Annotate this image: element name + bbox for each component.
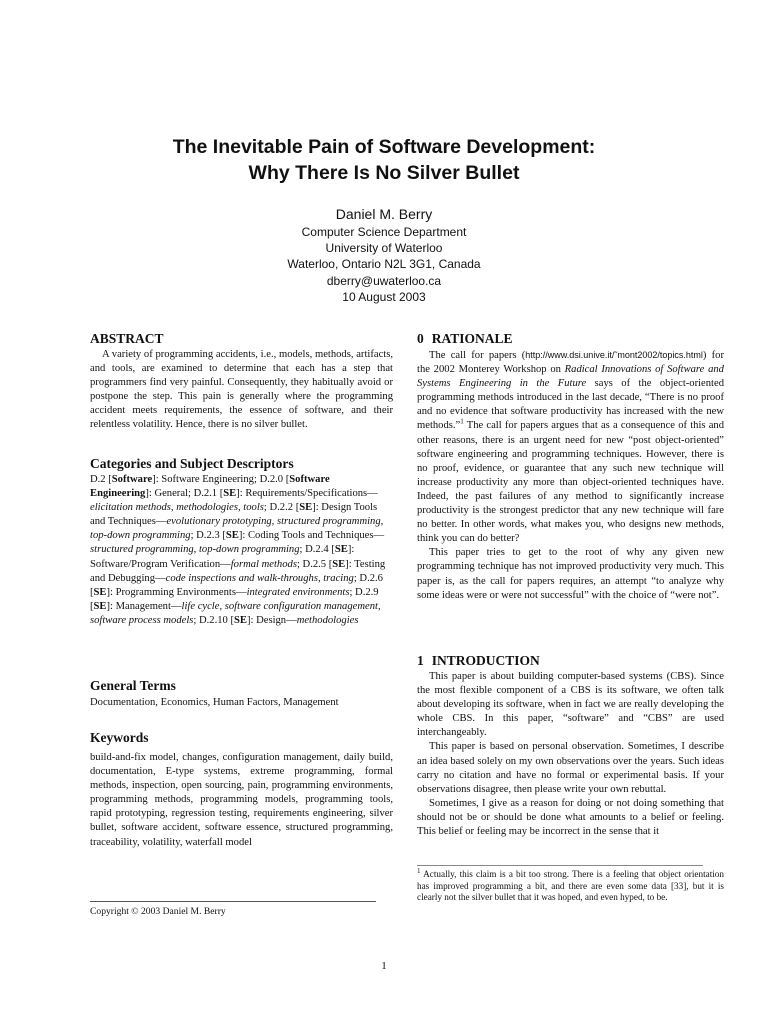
copyright-notice: Copyright © 2003 Daniel M. Berry <box>90 906 226 917</box>
title-line-2: Why There Is No Silver Bullet <box>248 162 520 184</box>
categories-segment: SE <box>223 488 237 500</box>
title-line-1: The Inevitable Pain of Software Development: <box>172 136 596 158</box>
general-terms-heading: General Terms <box>90 678 176 693</box>
keywords-text: build-and-fix model, changes, configuration management, daily build, documentation, E-type systems, extreme programming, formal methods, inspection, open sourcing, pain, programming environments, programming methods, programming models, programming tools, rapid prototyping, regression testing, requirements engineering, silver bullet, software accident, software essence, structured programming, traceability, volatility, waterfall model <box>90 752 393 848</box>
categories-segment: ; D.2.9 [ <box>90 586 379 612</box>
rationale-paragraph-2: This paper tries to get to the root of why any given new programming technique has not improved productivity very much. This paper is, as the call for papers requires, an attempt “to analyze why some ideas were or were not successful” with the choice of “were not”. <box>417 547 724 601</box>
rationale-heading <box>417 331 513 347</box>
categories-segment: integrated environments <box>246 586 350 598</box>
categories-segment: ]: Requirements/Specifications— <box>236 488 378 500</box>
categories-segment: ]: Coding Tools and Techniques— <box>238 530 385 542</box>
categories-segment: ; D.2.6 [ <box>90 572 383 598</box>
rationale-number: 0 <box>417 331 424 346</box>
affiliation-address: Waterloo, Ontario N2L 3G1, Canada <box>287 257 481 272</box>
categories-segment: structured programming, top-down programming <box>90 544 300 556</box>
introduction-paragraph-1: This paper is about building computer-based systems (CBS). Since the most flexible component of a CBS is its software, we often talk about developing its software, when in fact we are really developing the whole CBS. In this paper, “software” and “CBS” are used interchangeably. <box>417 671 724 739</box>
rationale-body <box>417 348 724 603</box>
affiliation-block <box>0 224 768 305</box>
categories-text <box>90 473 393 628</box>
copyright-rule <box>90 901 376 902</box>
footnote <box>417 866 724 904</box>
categories-segment: SE <box>332 558 346 570</box>
categories-segment: ]: Testing and Debugging— <box>90 558 386 584</box>
categories-heading: Categories and Subject Descriptors <box>90 456 294 471</box>
author-name: Daniel M. Berry <box>335 206 433 222</box>
categories-segment: SE <box>234 614 247 626</box>
introduction-paragraph-3: Sometimes, I give as a reason for doing or not doing something that should not be or should be done what amounts to a belief or feeling. This belief or feeling may be incorrect in the sense that it <box>417 797 724 838</box>
categories-segment: ; D.2.4 [ <box>299 544 335 556</box>
categories-segment: ]: Design Tools and Techniques— <box>90 502 378 528</box>
categories-segment: ; D.2.5 [ <box>296 558 333 570</box>
footnote-text: Actually, this claim is a bit too strong. There is a feeling that object orientation has improved programming a bit, and there are even some data [33], but it is clearly not the silver bullet that it was hoped, and even hyped, to be. <box>417 869 724 903</box>
categories-segment: SE <box>334 544 348 556</box>
categories-segment: code inspections and walk-throughs, tracing <box>165 572 354 584</box>
rationale-paragraph-1: The call for papers (http://www.dsi.unive.it/˜mont2002/topics.html) for the 2002 Monterey Workshop on Radical Innovations of Software and Systems Engineering in the Future says of the object-oriented programming methods introduced in the last decade, “There is no proof and no evidence that software productivity has increased with the new methods.”$^1$ The call for papers argues that as a consequence of this and other reasons, there is an urgent need for new “post object-oriented” software engineering and programming techniques. However, there is no proof, evidence, or guarantee that any such new technique will increase productivity any more than object-oriented techniques have. Indeed, the past failures of any method to significantly increase productivity is the strongest predictor that any new technique will fare no better. In other words, what makes you, who designs new methods, think you can do better? <box>417 350 725 545</box>
call-for-papers-url[interactable]: http://www.dsi.unive.it/˜mont2002/topics.html <box>525 350 703 360</box>
categories-segment: life cycle, software configuration management, software process models <box>90 600 381 626</box>
abstract-heading: ABSTRACT <box>90 331 164 346</box>
categories-segment: ]: Software/Program Verification— <box>90 544 355 570</box>
paper-title <box>0 134 768 186</box>
general-terms-text: Documentation, Economics, Human Factors, Management <box>90 697 339 708</box>
introduction-number: 1 <box>417 653 424 668</box>
categories-segment: SE <box>225 530 239 542</box>
categories-segment: D.2 [ <box>90 474 112 485</box>
categories-segment: ; D.2.10 [ <box>193 614 234 626</box>
introduction-heading <box>417 653 540 669</box>
categories-segment: Software Engineering <box>90 474 330 500</box>
categories-segment: ]: General; D.2.1 [ <box>145 488 224 500</box>
categories-segment: ; D.2.3 [ <box>190 530 226 542</box>
categories-segment: methodologies <box>296 614 359 626</box>
abstract-body <box>90 348 393 433</box>
footnote-rule <box>417 865 703 866</box>
categories-segment: Software <box>111 474 153 485</box>
general-terms-body <box>90 696 393 710</box>
introduction-body <box>417 670 724 839</box>
categories-segment: evolutionary prototyping, structured programming, top-down programming <box>90 516 384 542</box>
categories-segment: elicitation methods, methodologies, tools <box>90 502 264 514</box>
affiliation-university: University of Waterloo <box>325 241 443 256</box>
categories-segment: ]: Software Engineering; D.2.0 [ <box>152 474 290 485</box>
categories-segment: SE <box>93 600 107 612</box>
introduction-paragraph-2: This paper is based on personal observation. Sometimes, I describe an idea based solely on my own observations over the years. Such ideas carry no citation and have no formal or experimental basis. If your observations disagree, then please write your own rebuttal. <box>417 741 724 795</box>
categories-segment: ]: Management— <box>106 600 182 612</box>
footnote-reference[interactable]: 1 <box>460 417 464 426</box>
categories-segment: SE <box>93 586 107 598</box>
introduction-title: INTRODUCTION <box>431 653 540 668</box>
keywords-heading: Keywords <box>90 730 149 745</box>
categories-segment: formal methods <box>230 558 297 570</box>
categories-segment: ]: Programming Environments— <box>106 586 247 598</box>
categories-segment: SE <box>299 502 313 514</box>
page-number: 1 <box>381 960 387 972</box>
rationale-title: RATIONALE <box>431 331 513 346</box>
keywords-body <box>90 751 393 850</box>
affiliation-email: dberry@uwaterloo.ca <box>326 273 442 288</box>
categories-segment: ]: Design— <box>246 614 297 626</box>
footnote-marker: 1 <box>417 866 421 875</box>
affiliation-department: Computer Science Department <box>301 225 467 239</box>
affiliation-date: 10 August 2003 <box>342 289 426 304</box>
abstract-text: A variety of programming accidents, i.e., models, methods, artifacts, and tools, are examined to determine that each has a step that programmers find very painful. Consequently, they habitually avoid or postpone the step. This pain is generally where the programming accident meets requirements, the essence of software, and their relentless volatility. Hence, there is no silver bullet. <box>90 349 393 431</box>
categories-segment: ; D.2.2 [ <box>263 502 300 514</box>
categories-body <box>90 473 393 628</box>
